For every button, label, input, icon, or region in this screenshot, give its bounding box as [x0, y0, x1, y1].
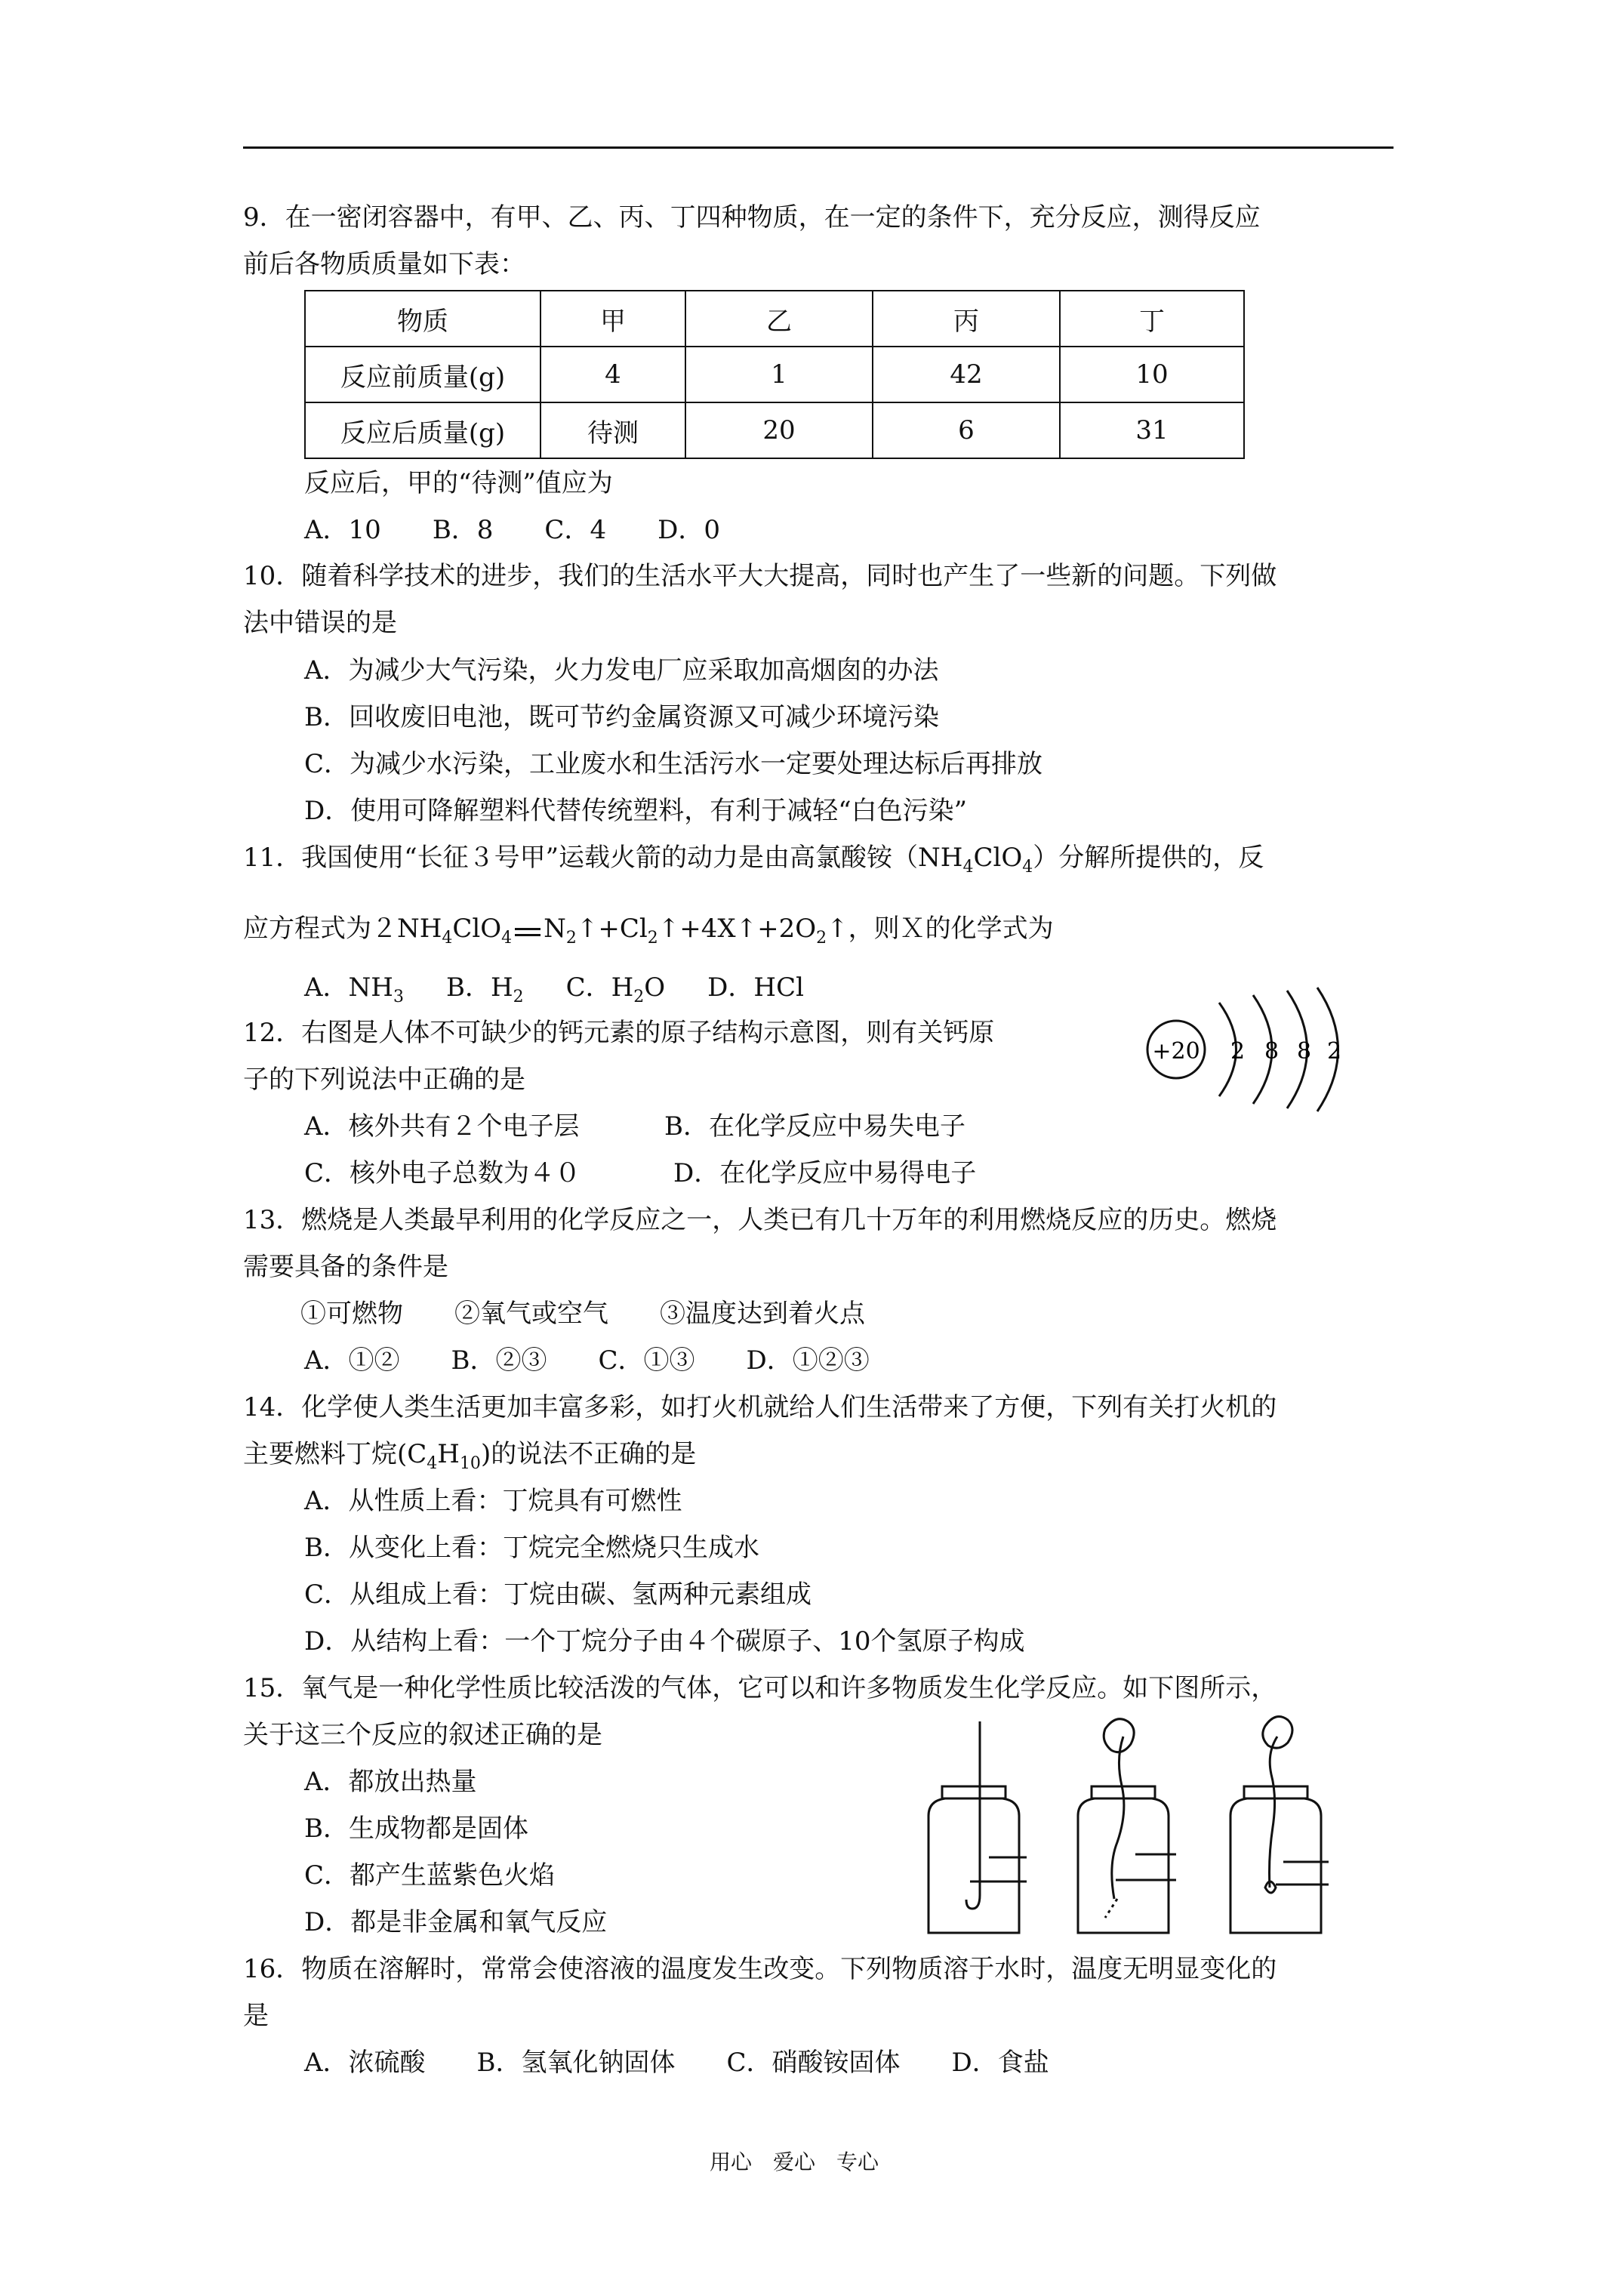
table-cell: 20 — [685, 402, 873, 458]
table-cell: 甲 — [540, 291, 685, 347]
q15-line1: 15．氧气是一种化学性质比较活泼的气体，它可以和许多物质发生化学反应。如下图所示， — [243, 1673, 1277, 1703]
table-cell: 31 — [1060, 402, 1244, 458]
mass-table — [304, 290, 1245, 459]
q12-option-b: B．在化学反应中易失电子 — [664, 1111, 965, 1142]
q12-line2: 子的下列说法中正确的是 — [243, 1065, 525, 1095]
table-cell: 42 — [873, 347, 1060, 402]
q12-line1: 12．右图是人体不可缺少的钙元素的原子结构示意图，则有关钙原 — [243, 1018, 995, 1048]
q15-option-d: D．都是非金属和氧气反应 — [304, 1907, 608, 1937]
oxygen-reaction-jars — [913, 1714, 1344, 1940]
q9-question: 反应后，甲的“待测”值应为 — [304, 468, 613, 498]
q16-line1: 16．物质在溶解时，常常会使溶液的温度发生改变。下列物质溶于水时，温度无明显变化的 — [243, 1954, 1277, 1984]
q12-option-a: A．核外共有２个电子层 — [304, 1111, 580, 1142]
q13-options: A．①② B．②③ C．①③ D．①②③ — [304, 1345, 870, 1376]
q9-line2: 前后各物质质量如下表： — [243, 249, 525, 279]
q9-line1: 9．在一密闭容器中，有甲、乙、丙、丁四种物质，在一定的条件下，充分反应，测得反应 — [243, 202, 1261, 233]
table-cell: 丙 — [873, 291, 1060, 347]
q15-option-a: A．都放出热量 — [304, 1767, 477, 1797]
q14-option-d: D．从结构上看：一个丁烷分子由４个碳原子、10个氢原子构成 — [304, 1626, 1025, 1657]
q10-option-a: A．为减少大气污染，火力发电厂应采取加高烟囱的办法 — [304, 655, 939, 686]
table-row — [305, 347, 1244, 402]
table-row — [305, 291, 1244, 347]
table-cell: 10 — [1060, 347, 1244, 402]
q16-options: A．浓硫酸 B．氢氧化钠固体 C．硝酸铵固体 D．食盐 — [304, 2048, 1049, 2078]
page-footer: 用心 爱心 专心 — [710, 2150, 879, 2174]
q13-line2: 需要具备的条件是 — [243, 1252, 448, 1282]
q15-option-c: C．都产生蓝紫色火焰 — [304, 1860, 556, 1891]
q14-option-c: C．从组成上看：丁烷由碳、氢两种元素组成 — [304, 1579, 812, 1610]
shell-count: 2 — [1230, 1038, 1246, 1065]
table-cell: 反应后质量(g) — [305, 402, 540, 458]
q15-line2: 关于这三个反应的叙述正确的是 — [243, 1720, 602, 1750]
table-cell: 反应前质量(g) — [305, 347, 540, 402]
q12-option-c: C．核外电子总数为４０ — [304, 1158, 581, 1188]
table-cell: 待测 — [540, 402, 685, 458]
q10-option-d: D．使用可降解塑料代替传统塑料，有利于减轻“白色污染” — [304, 796, 968, 826]
q11-line1: 11．我国使用“长征３号甲”运载火箭的动力是由高氯酸铵$(NH_4ClO_4)$分解所提供的，反 — [243, 843, 1264, 877]
shell-count: 2 — [1327, 1038, 1342, 1065]
q11-equation: 应方程式为$2NH_4ClO_4$ $N_2↑+Cl_2↑+4X↑+2O_2↑$，则Ｘ的化学式为 — [243, 914, 1054, 948]
q11-options: A．$NH_3$ B．$H_2$ C．$H_2O$ D．HCl — [304, 972, 804, 1006]
q10-line2: 法中错误的是 — [243, 608, 397, 638]
q10-option-b: B．回收废旧电池，既可节约金属资源又可减少环境污染 — [304, 702, 939, 732]
table-cell: 物质 — [305, 291, 540, 347]
jar-sulfur — [1230, 1717, 1329, 1934]
q14-line2: 主要燃料丁烷$(C_4H_{10})$的说法不正确的是 — [243, 1439, 697, 1473]
equals-sign — [515, 920, 540, 938]
header-rule — [243, 146, 1394, 149]
calcium-atom-diagram — [1132, 974, 1359, 1125]
shell-count: 8 — [1264, 1038, 1280, 1065]
shell-count: 8 — [1297, 1038, 1312, 1065]
table-cell: 1 — [685, 347, 873, 402]
jar-phosphorus — [929, 1721, 1027, 1933]
q12-option-d: D．在化学反应中易得电子 — [673, 1158, 977, 1188]
table-cell: 4 — [540, 347, 685, 402]
q14-option-b: B．从变化上看：丁烷完全燃烧只生成水 — [304, 1533, 759, 1563]
q13-line1: 13．燃烧是人类最早利用的化学反应之一，人类已有几十万年的利用燃烧反应的历史。燃烧 — [243, 1205, 1277, 1235]
table-cell: 乙 — [685, 291, 873, 347]
q13-items: ①可燃物 ②氧气或空气 ③温度达到着火点 — [300, 1299, 865, 1329]
table-cell: 6 — [873, 402, 1060, 458]
nucleus-label: +20 — [1152, 1038, 1200, 1065]
q14-option-a: A．从性质上看：丁烷具有可燃性 — [304, 1486, 682, 1516]
q15-option-b: B．生成物都是固体 — [304, 1814, 528, 1844]
table-row — [305, 402, 1244, 458]
q16-line2: 是 — [243, 2001, 269, 2031]
q10-option-c: C．为减少水污染，工业废水和生活污水一定要处理达标后再排放 — [304, 749, 1043, 779]
table-cell: 丁 — [1060, 291, 1244, 347]
q14-line1: 14．化学使人类生活更加丰富多彩，如打火机就给人们生活带来了方便，下列有关打火机的 — [243, 1392, 1277, 1422]
q10-line1: 10．随着科学技术的进步，我们的生活水平大大提高，同时也产生了一些新的问题。下列做 — [243, 561, 1277, 591]
jar-iron-wire — [1078, 1719, 1176, 1933]
q9-options: A．10 B．8 C．4 D．0 — [304, 515, 720, 545]
